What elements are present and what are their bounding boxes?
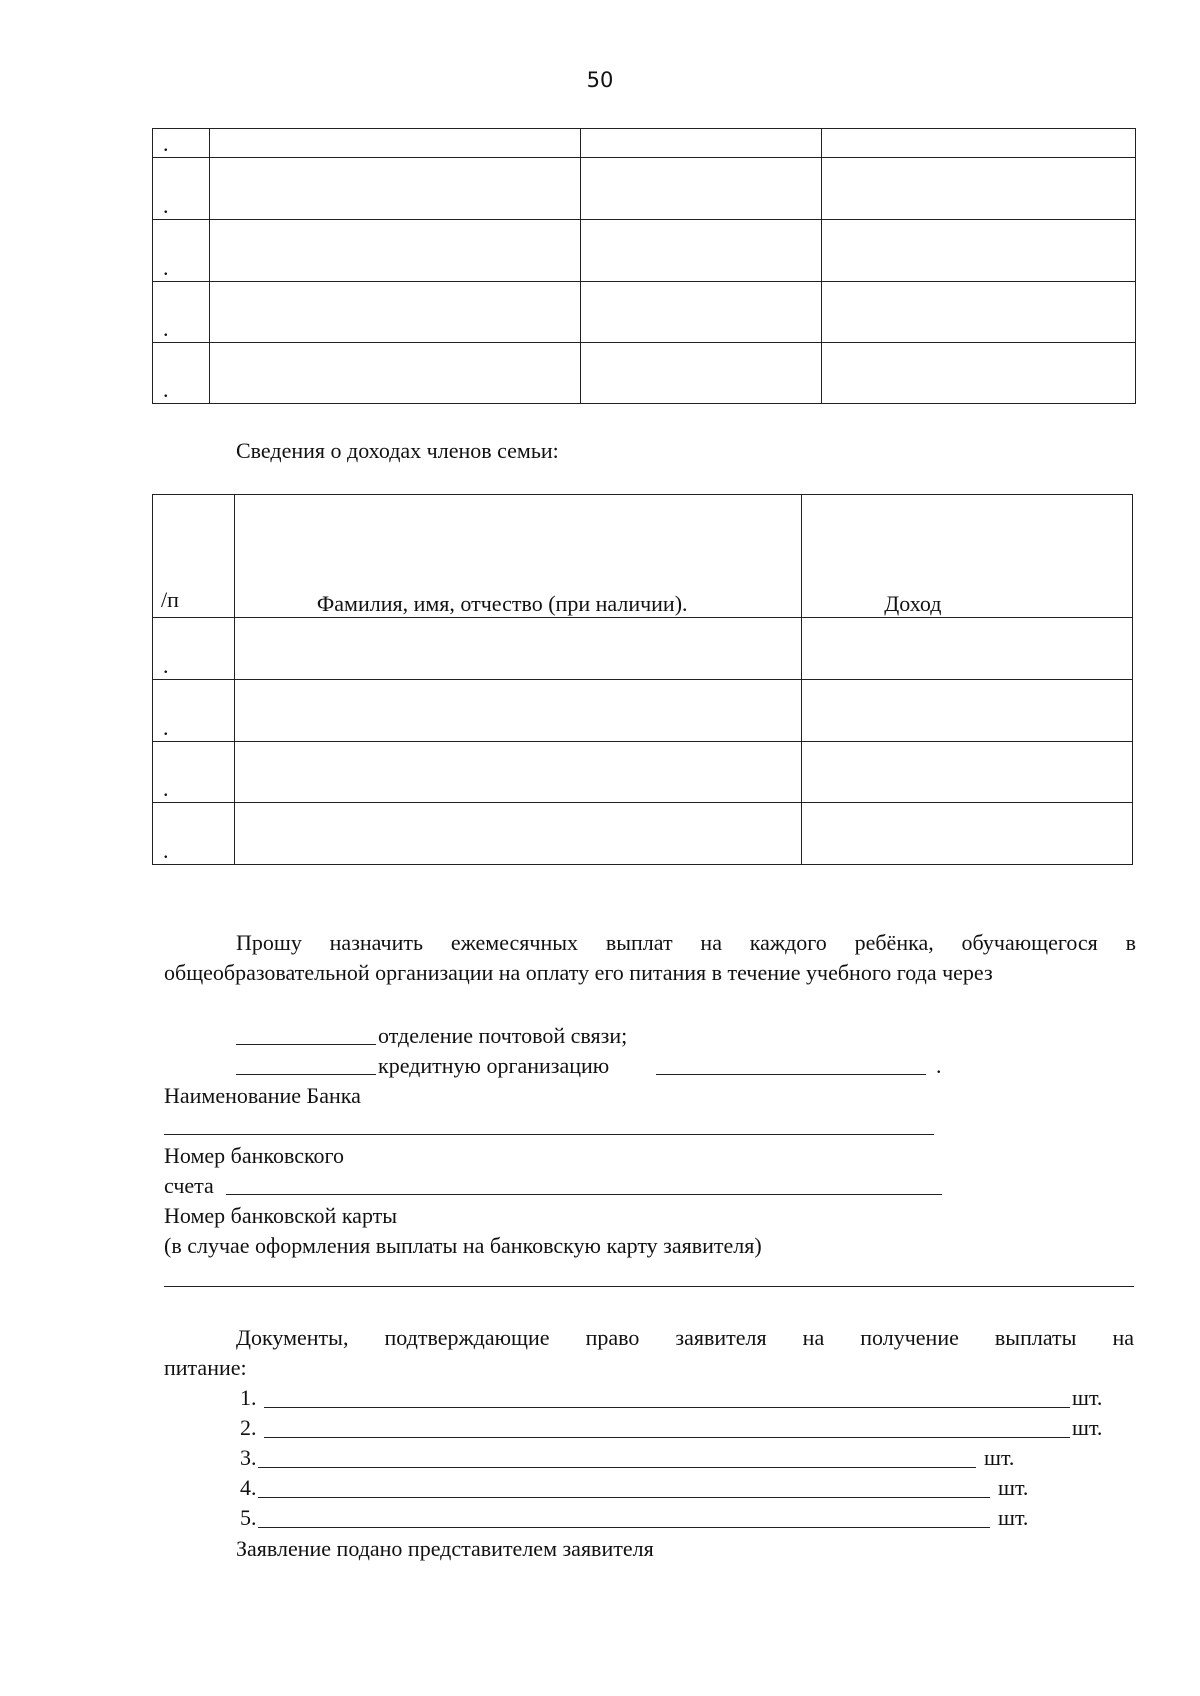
table-row [153, 742, 1133, 803]
table-row [153, 680, 1133, 742]
doc-item-number: 1. [240, 1385, 257, 1410]
post-blank[interactable] [236, 1044, 376, 1045]
bank-name-label: Наименование Банка [164, 1083, 361, 1108]
option-credit: кредитную организацию [378, 1053, 610, 1078]
representative-note: Заявление подано представителем заявителя [236, 1536, 654, 1561]
doc-item-number: 2. [240, 1415, 257, 1440]
doc-item-number: 4. [240, 1475, 257, 1500]
credit-org-blank[interactable] [656, 1074, 926, 1075]
doc-item-blank[interactable] [258, 1527, 990, 1528]
doc-item-unit: шт. [998, 1475, 1029, 1500]
row-number: . [163, 131, 169, 156]
doc-item-unit: шт. [998, 1505, 1029, 1530]
table-cell[interactable] [209, 158, 580, 220]
table-cell[interactable] [822, 282, 1136, 343]
table-cell[interactable] [209, 220, 580, 282]
page-number: 50 [586, 68, 614, 92]
bank-name-blank[interactable] [164, 1134, 934, 1135]
table-cell[interactable] [234, 680, 801, 742]
table-header-row [153, 495, 1133, 618]
income-heading: Сведения о доходах членов семьи: [236, 438, 559, 463]
doc-item-number: 3. [240, 1445, 257, 1470]
row-number: . [163, 715, 169, 740]
continuation-table [152, 128, 1136, 404]
row-number: . [163, 838, 169, 863]
card-blank[interactable] [164, 1286, 1134, 1287]
table-row [153, 220, 1136, 282]
table-cell[interactable] [802, 680, 1133, 742]
table-cell[interactable] [802, 803, 1133, 865]
doc-item-blank[interactable] [258, 1497, 990, 1498]
doc-item-blank[interactable] [264, 1407, 1070, 1408]
account-label-1: Номер банковского [164, 1143, 345, 1168]
table-cell[interactable] [580, 343, 822, 404]
documents-intro-line2: питание: [164, 1355, 247, 1380]
option-credit-end: . [936, 1053, 942, 1078]
table-row [153, 282, 1136, 343]
table-cell[interactable] [822, 343, 1136, 404]
table-cell[interactable] [822, 129, 1136, 158]
documents-intro-line1: Документы, подтверждающие право заявителя на получение выплаты на [236, 1325, 1134, 1350]
doc-item-number: 5. [240, 1505, 257, 1530]
account-blank[interactable] [226, 1194, 942, 1195]
row-number: . [163, 255, 169, 280]
option-post: отделение почтовой связи; [378, 1023, 628, 1048]
table-row [153, 158, 1136, 220]
row-number: . [163, 193, 169, 218]
table-row [153, 618, 1133, 680]
table-cell[interactable] [802, 618, 1133, 680]
table-cell[interactable] [209, 343, 580, 404]
table-cell[interactable] [802, 742, 1133, 803]
doc-item-unit: шт. [984, 1445, 1015, 1470]
table-cell[interactable] [822, 220, 1136, 282]
table-cell[interactable] [234, 803, 801, 865]
table-cell[interactable] [209, 282, 580, 343]
table-cell[interactable] [234, 618, 801, 680]
table-cell[interactable] [580, 158, 822, 220]
income-table [152, 494, 1133, 865]
col-number-header: /п [161, 587, 179, 612]
table-cell[interactable] [822, 158, 1136, 220]
col-income-header: Доход [884, 591, 942, 616]
doc-item-blank[interactable] [264, 1437, 1070, 1438]
request-paragraph: Прошу назначить ежемесячных выплат на каждого ребёнка, обучающегося в общеобразовательной организации на оплату его питания в течение учебного года через [164, 930, 1136, 985]
card-label: Номер банковской карты [164, 1203, 398, 1228]
row-number: . [163, 316, 169, 341]
table-cell[interactable] [209, 129, 580, 158]
card-note: (в случае оформления выплаты на банковскую карту заявителя) [164, 1233, 762, 1258]
table-cell[interactable] [580, 220, 822, 282]
table-cell[interactable] [580, 129, 822, 158]
row-number: . [163, 776, 169, 801]
table-row [153, 343, 1136, 404]
account-label-2: счета [164, 1173, 214, 1198]
credit-blank[interactable] [236, 1074, 376, 1075]
row-number: . [163, 377, 169, 402]
row-number: . [163, 653, 169, 678]
table-row [153, 803, 1133, 865]
doc-item-unit: шт. [1072, 1415, 1103, 1440]
doc-item-blank[interactable] [258, 1467, 976, 1468]
table-cell[interactable] [580, 282, 822, 343]
table-row [153, 129, 1136, 158]
table-cell[interactable] [234, 742, 801, 803]
doc-item-unit: шт. [1072, 1385, 1103, 1410]
col-name-header: Фамилия, имя, отчество (при наличии). [316, 591, 688, 616]
